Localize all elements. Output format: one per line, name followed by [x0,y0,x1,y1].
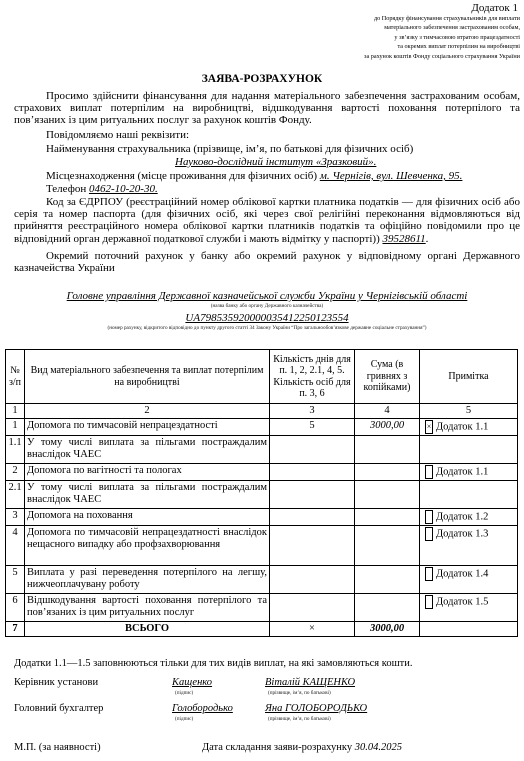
edrpou-paragraph: Код за ЄДРПОУ (реєстраційний номер облікової картки платника податків — для фізичних осіб або серія та номер паспорта (для фізичних осіб, які через свої релігійні переконання відмовляються від прийняття реєстраційного номера облікової картки платників податків та офіційно повідомили про це відповідний орган державної податкової служби і мають відмітку у паспорті)) 39528611. [14,196,520,245]
row-quantity[interactable] [270,481,355,509]
row-name: Виплата у разі переведення потерпілого на легшу, нижчеоплачувану роботу [25,566,270,594]
table-row [6,526,518,566]
row-note [420,594,518,622]
phone-value: 0462-10-20-30. [88,183,158,195]
row-note-label: Додаток 1.1 [436,421,489,433]
date-line [202,742,402,753]
total-note [420,622,518,637]
row-quantity[interactable] [270,436,355,464]
row-amount[interactable]: 3000,00 [355,419,420,436]
total-quantity: × [270,622,355,637]
location-label: Місцезнаходження (місце проживання для фізичних осіб) [46,170,318,182]
appendix-subtitle [290,14,520,61]
row-amount[interactable] [355,464,420,481]
row-amount[interactable] [355,594,420,622]
bank-caption: (назва банку або органу Державного казначейства) [210,303,324,309]
appendix-subtitle-line: та окремих виплат потерпілим на виробництві [397,43,520,51]
col-header-note: Примітка [420,350,518,404]
name-value: Науково-дослідний інститут «Зразковий». [175,156,377,168]
row-quantity[interactable] [270,594,355,622]
table-row [6,481,518,509]
head-signature: Кащенко [172,677,213,688]
row-number: 4 [6,526,25,566]
appendix-subtitle-line: за рахунок коштів Фонду соціального страхування України [364,52,520,60]
accountant-label: Головний бухгалтер [14,703,104,714]
table-header-row [6,350,518,404]
table-row [6,566,518,594]
stamp-label: М.П. (за наявності) [14,742,101,753]
appendix-subtitle-line: у зв’язку з тимчасовою втратою працездатності [394,33,520,41]
column-number: 2 [25,404,270,419]
row-name: Допомога по тимчасовій непрацездатності внаслідок нещасного випадку або профзахворювання [25,526,270,566]
row-note-label: Додаток 1.1 [436,466,489,478]
row-name: Допомога по вагітності та пологах [25,464,270,481]
phone-line [46,183,158,195]
table-row [6,509,518,526]
row-note [420,526,518,566]
accountant-name-caption: (прізвище, ім’я, по батькові) [268,716,331,722]
head-name-caption: (прізвище, ім’я, по батькові) [268,690,331,696]
row-note [420,419,518,436]
date-label: Дата складання заяви-розрахунку [202,742,353,753]
row-amount[interactable] [355,566,420,594]
row-note [420,509,518,526]
column-number: 1 [6,404,25,419]
checkbox[interactable] [425,465,433,479]
col-header-quantity: Кількість днів для п. 1, 2, 2.1, 4, 5. Кількість осіб для п. 3, 6 [270,350,355,404]
accountant-name: Яна ГОЛОБОРОДЬКО [265,703,368,714]
table-row [6,436,518,464]
col-header-amount: Сума (в гривнях з копійками) [355,350,420,404]
row-quantity[interactable] [270,566,355,594]
total-label: ВСЬОГО [25,622,270,637]
checkbox[interactable] [425,567,433,581]
account-paragraph: Окремий поточний рахунок у банку або окремий рахунок у відповідному органі Державного казначейства України [14,250,520,275]
row-note-label: Додаток 1.2 [436,511,489,523]
table-row [6,594,518,622]
checkbox[interactable] [425,527,433,541]
row-note [420,436,518,464]
accountant-signature: Голобородько [172,703,233,714]
row-quantity[interactable] [270,509,355,526]
row-quantity[interactable]: 5 [270,419,355,436]
row-name: Відшкодування вартості поховання потерпілого та пов’язаних із цим ритуальних послуг [25,594,270,622]
row-amount[interactable] [355,526,420,566]
name-label: Найменування страхувальника (прізвище, ім’я, по батькові для фізичних осіб) [46,143,414,155]
column-numbers-row [6,404,518,419]
row-amount[interactable] [355,436,420,464]
row-number: 1 [6,419,25,436]
appendix-title: Додаток 1 [471,2,518,14]
column-number: 5 [420,404,518,419]
checkbox[interactable]: × [425,420,433,434]
appendix-subtitle-line: до Порядку фінансування страхувальників для виплати [373,15,520,22]
row-name: У тому числі виплата за пільгами постраждалим внаслідок ЧАЕС [25,436,270,464]
requisites-heading: Повідомляємо наші реквізити: [46,129,190,141]
column-number: 3 [270,404,355,419]
row-number: 2.1 [6,481,25,509]
col-header-number: № з/п [6,350,25,404]
head-label: Керівник установи [14,677,99,688]
column-number: 4 [355,404,420,419]
iban-value: UA798535920000035412250123554 [185,312,349,324]
row-number: 3 [6,509,25,526]
row-note [420,464,518,481]
total-number: 7 [6,622,25,637]
checkbox[interactable] [425,595,433,609]
row-name: Допомога на поховання [25,509,270,526]
table-row [6,419,518,436]
col-header-type: Вид матеріального забезпечення та виплат потерпілим на виробництві [25,350,270,404]
accountant-signature-caption: (підпис) [175,716,194,722]
row-note-label: Додаток 1.5 [436,596,489,608]
row-note [420,481,518,509]
row-amount[interactable] [355,509,420,526]
row-note-label: Додаток 1.3 [436,528,489,540]
table-total-row [6,622,518,637]
row-name: Допомога по тимчасовій непрацездатності [25,419,270,436]
row-note [420,566,518,594]
table-row [6,464,518,481]
row-number: 5 [6,566,25,594]
row-number: 2 [6,464,25,481]
intro-paragraph: Просимо здійснити фінансування для надання матеріального забезпечення застрахованим особам, страхових виплат потерпілим на виробництві, відшкодування вартості поховання потерпілого та пов’язаних із цим ритуальних послуг за рахунок коштів Фонду. [14,90,520,127]
date-value: 30.04.2025 [354,742,402,753]
total-amount: 3000,00 [355,622,420,637]
row-number: 6 [6,594,25,622]
location-value: м. Чернігів, вул. Шевченка, 95. [319,170,463,182]
head-name: Віталій КАЩЕНКО [265,677,356,688]
head-signature-caption: (підпис) [175,690,194,696]
row-name: У тому числі виплата за пільгами постраждалим внаслідок ЧАЕС [25,481,270,509]
checkbox[interactable] [425,510,433,524]
footer-note: Додатки 1.1—1.5 заповнюються тільки для тих видів виплат, на які замовляються кошти. [14,658,413,669]
appendix-subtitle-line: матеріального забезпечення застрахованим особам, [384,24,520,32]
edrpou-text: Код за ЄДРПОУ (реєстраційний номер облікової картки платника податків — для фізичних осіб або серія та номер паспорта (для фізичних осіб, які через свої релігійні переконання відмовляються від прийняття реєстраційного номера облікової картки платників податків та офіційно повідомили про це відповідний орган державної податкової служби і мають відмітку у паспорті)) [14,196,520,245]
row-number: 1.1 [6,436,25,464]
row-amount[interactable] [355,481,420,509]
row-quantity[interactable] [270,526,355,566]
row-note-label: Додаток 1.4 [436,568,489,580]
location-line [46,170,462,182]
calculation-table [5,349,518,637]
phone-label: Телефон [46,183,87,195]
row-quantity[interactable] [270,464,355,481]
edrpou-value: 39528611 [382,232,426,245]
iban-caption: (номер рахунку, відкритого відповідно до пункту другого статті 34 Закону України “Про загальнообов’язкове державне соціальне страхування”) [107,325,427,331]
document-title: ЗАЯВА-РОЗРАХУНОК [201,73,323,85]
bank-name: Головне управління Державної казначейської служби України у Чернігівській області [66,290,468,302]
